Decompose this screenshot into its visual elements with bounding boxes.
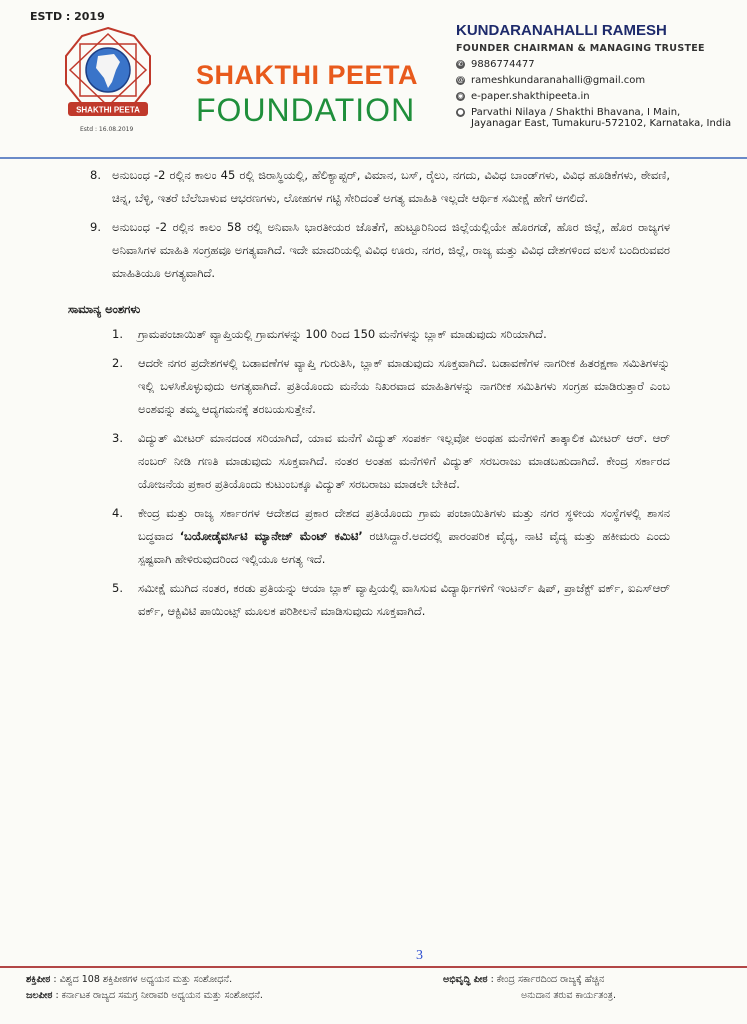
- item-number: 2.: [112, 356, 123, 370]
- general-points-list: [90, 323, 670, 623]
- globe-icon: ◉: [457, 92, 464, 100]
- list-item: [112, 323, 670, 346]
- brand-name-line2: FOUNDATION: [196, 92, 416, 128]
- list-item: [112, 577, 670, 623]
- logo-estd-date: Estd : 16.08.2019: [80, 126, 134, 133]
- item-number: 5.: [112, 581, 123, 595]
- founder-contact-block: [456, 22, 736, 129]
- item-text: ಅನುಬಂಧ -2 ರಲ್ಲಿನ ಕಾಲಂ 58 ರಲ್ಲಿ ಅನಿವಾಸಿ ಭಾರತೀಯರ ಜೊತೆಗೆ, ಹುಟ್ಟೂರಿನಿಂದ ಜಿಲ್ಲೆಯಲ್ಲಿಯೇ ಹೊರಗಡೆ, ಹೊರ ಜಿಲ್ಲೆ, ಹೊರ ರಾಜ್ಯಗಳ ಅನಿವಾಸಿಗಳ ಮಾಹಿತಿ ಸಂಗ್ರಹವೂ ಅಗತ್ಯವಾಗಿದೆ. ಇದೇ ಮಾದರಿಯಲ್ಲಿ ವಿವಿಧ ಊರು, ನಗರ, ಜಿಲ್ಲೆ, ರಾಜ್ಯ ಮತ್ತು ವಿವಿಧ ದೇಶಗಳಿಂದ ವಲಸೆ ಬಂದಿರುವವರ ಮಾಹಿತಿಯೂ ಅಗತ್ಯವಾಗಿದೆ.: [112, 220, 670, 280]
- footer-label: ಜಲಪೀಠ: [26, 990, 53, 1001]
- footer-shakthipeeta-line: [26, 972, 426, 988]
- footer-text: : ಕೇಂದ್ರ ಸರ್ಕಾರದಿಂದ ರಾಜ್ಯಕ್ಕೆ ಹೆಚ್ಚಿನ: [490, 974, 605, 985]
- section-heading: ಸಾಮಾನ್ಯ ಅಂಶಗಳು: [68, 302, 141, 316]
- item-text-part-a: ಕೇಂದ್ರ ಮತ್ತು ರಾಜ್ಯ ಸರ್ಕಾರಗಳ ಆದೇಶದ ಪ್ರಕಾರ ದೇಶದ ಪ್ರತಿಯೊಂದು ಗ್ರಾಮ ಪಂಚಾಯಿತಿಗಳು ಮತ್ತು ನಗರ ಸ್ಥಳೀಯ ಸಂಸ್ಥೆಗಳಲ್ಲಿ ಶಾಸನ ಬದ್ಧವಾದ: [138, 506, 670, 543]
- item-text: ಅನುಬಂಧ -2 ರಲ್ಲಿನ ಕಾಲಂ 45 ರಲ್ಲಿ ಜಿರಾಸ್ಥಿಯಲ್ಲಿ, ಹೆಲಿಕ್ಯಾಪ್ಟರ್, ವಿಮಾನ, ಬಸ್, ರೈಲು, ನಗದು, ವಿವಿಧ ಬಾಂಡ್‌ಗಳು, ವಿವಿಧ ಹೂಡಿಕೆಗಳು, ಠೇವಣಿ, ಚಿನ್ನ, ಬೆಳ್ಳಿ, ಇತರೆ ಬೆಲೆಬಾಳುವ ಆಭರಣಗಳು, ಲೋಹಗಳ ಗಟ್ಟಿ ಸೇರಿದಂತೆ ಅಗತ್ಯ ಮಾಹಿತಿ ಇಲ್ಲದೇ ಆರ್ಥಿಕ ಸಮೀಕ್ಷೆ ಹೇಗೆ ಆಗಲಿದೆ.: [112, 168, 670, 205]
- website-link[interactable]: e-paper.shakthipeeta.in: [471, 91, 590, 102]
- header-divider: [0, 157, 747, 159]
- footer-abhivruddhi-line: [443, 972, 743, 988]
- email-address[interactable]: rameshkundaranahalli@gmail.com: [471, 75, 646, 86]
- founder-title: FOUNDER CHAIRMAN & MANAGING TRUSTEE: [456, 43, 705, 54]
- estd-label: ESTD : 2019: [30, 10, 105, 23]
- letter-body: [68, 164, 670, 629]
- brand-name-line1: SHAKTHI PEETA: [196, 60, 419, 90]
- item-text: ಸಮೀಕ್ಷೆ ಮುಗಿದ ನಂತರ, ಕರಡು ಪ್ರತಿಯನ್ನು ಆಯಾ ಬ್ಲಾಕ್ ವ್ಯಾಪ್ತಿಯಲ್ಲಿ ವಾಸಿಸುವ ವಿದ್ಯಾರ್ಥಿಗಳಿಗೆ ಇಂಟರ್ನ್ ಷಿಪ್, ಪ್ರಾಜೆಕ್ಟ್ ವರ್ಕ್, ಐಎಸ್‌ಆರ್ ವರ್ಕ್, ಆಕ್ಟಿವಿಟಿ ಪಾಯಿಂಟ್ಸ್ ಮೂಲಕ ಪರಿಶೀಲನೆ ಮಾಡಿಸುವುದು ಸೂಕ್ತವಾಗಿದೆ.: [138, 581, 670, 618]
- location-icon: ●: [457, 108, 464, 116]
- footer-text-continued: ಅನುದಾನ ತರುವ ಕಾರ್ಯತಂತ್ರ.: [521, 990, 616, 1001]
- footer-label: ಶಕ್ತಿಪೀಠ: [26, 974, 51, 985]
- item-number: 1.: [112, 327, 123, 341]
- footer-text: : ಕರ್ನಾಟಕ ರಾಜ್ಯದ ಸಮಗ್ರ ನೀರಾವರಿ ಅಧ್ಯಯನ ಮತ್ತು ಸಂಶೋಧನೆ.: [55, 990, 263, 1001]
- item-text: [138, 502, 670, 571]
- phone-row: [456, 59, 736, 70]
- item-number: 9.: [90, 220, 101, 234]
- page-number: 3: [416, 948, 423, 963]
- footer-right: [443, 972, 743, 1004]
- list-item: [112, 427, 670, 496]
- list-item: [90, 216, 670, 285]
- committee-name: ‘ಬಯೋಡೈವರ್ಸಿಟಿ ಮ್ಯಾನೇಜ್ ಮೆಂಟ್ ಕಮಿಟಿ’: [179, 529, 363, 543]
- phone-icon: ✆: [457, 60, 464, 68]
- phone-number: 9886774477: [471, 59, 535, 70]
- list-item: [112, 352, 670, 421]
- item-number: 4.: [112, 506, 123, 520]
- item-number: 3.: [112, 431, 123, 445]
- address-line2: Jayanagar East, Tumakuru-572102, Karnataka, India: [471, 118, 732, 129]
- item-text: ಗ್ರಾಮಪಂಚಾಯಿತ್ ವ್ಯಾಪ್ತಿಯಲ್ಲಿ ಗ್ರಾಮಗಳನ್ನು 100 ರಿಂದ 150 ಮನೆಗಳನ್ನು ಬ್ಲಾಕ್ ಮಾಡುವುದು ಸರಿಯಾಗಿದೆ.: [138, 327, 547, 341]
- website-row: [456, 91, 736, 102]
- footer-left: [26, 972, 426, 1004]
- list-item: [90, 164, 670, 210]
- footer-divider: [0, 966, 747, 968]
- address-line1: Parvathi Nilaya / Shakthi Bhavana, I Main,: [471, 107, 681, 118]
- footer-jalapeeta-line: [26, 988, 426, 1004]
- logo-banner-text: SHAKTHI PEETA: [76, 105, 140, 115]
- item-text: ವಿದ್ಯುತ್ ಮೀಟರ್ ಮಾನದಂಡ ಸರಿಯಾಗಿದೆ, ಯಾವ ಮನೆಗೆ ವಿದ್ಯುತ್ ಸಂಪರ್ಕ ಇಲ್ಲವೋ ಅಂಥಹ ಮನೆಗಳಿಗೆ ತಾತ್ಕಾಲಿಕ ಮೀಟರ್ ಆರ್. ಆರ್ ನಂಬರ್ ನೀಡಿ ಗಣತಿ ಮಾಡುವುದು ಸೂಕ್ತವಾಗಿದೆ. ನಂತರ ಅಂತಹ ಮನೆಗಳಿಗೆ ವಿದ್ಯುತ್ ಸರಬರಾಜು ಮಾಡಬಹುದಾಗಿದೆ. ಕೇಂದ್ರ ಸರ್ಕಾರದ ಯೋಜನೆಯ ಪ್ರಕಾರ ಪ್ರತಿಯೊಂದು ಕುಟುಂಬಕ್ಕೂ ವಿದ್ಯುತ್ ಸರಬರಾಜು ಮಾಡಲೇ ಬೇಕಿದೆ.: [138, 431, 670, 491]
- footer-text: : ವಿಶ್ವದ 108 ಶಕ್ತಿಪೀಠಗಳ ಅಧ್ಯಯನ ಮತ್ತು ಸಂಶೋಧನೆ.: [53, 974, 233, 985]
- foundation-logo: [62, 26, 154, 126]
- address-row: [456, 107, 736, 118]
- item-number: 8.: [90, 168, 101, 182]
- email-row: [456, 75, 736, 86]
- founder-name: KUNDARANAHALLI RAMESH: [456, 22, 667, 39]
- footer-label: ಅಭಿವೃದ್ಧಿ ಪೀಠ: [443, 974, 488, 985]
- email-icon: @: [457, 76, 464, 84]
- list-item: [112, 502, 670, 571]
- item-text-part-b: ರಚಿಸಿದ್ದಾರೆ.ಅದರಲ್ಲಿ ಪಾರಂಪರಿಕ ವೈದ್ಯ, ನಾಟಿ ವೈದ್ಯ ಮತ್ತು ಹಕೀಮರು ಎಂದು ಸ್ಪಷ್ಟವಾಗಿ ಹೇಳಿರುವುದರಿಂದ ಇಲ್ಲಿಯೂ ಅಗತ್ಯ ಇದೆ.: [138, 529, 670, 566]
- item-text: ಆದರೇ ನಗರ ಪ್ರದೇಶಗಳಲ್ಲಿ ಬಡಾವಣೆಗಳ ವ್ಯಾಪ್ತಿ ಗುರುತಿಸಿ, ಬ್ಲಾಕ್ ಮಾಡುವುದು ಸೂಕ್ತವಾಗಿದೆ. ಬಡಾವಣೆಗಳ ನಾಗರೀಕ ಹಿತರಕ್ಷಣಾ ಸಮಿತಿಗಳನ್ನು ಇಲ್ಲಿ ಬಳಸಿಕೊಳ್ಳುವುದು ಅಗತ್ಯವಾಗಿದೆ. ಪ್ರತಿಯೊಂದು ಮನೆಯ ನಿಖರವಾದ ಮಾಹಿತಿಗಳನ್ನು ನಾಗರೀಕ ಸಮಿತಿಗಳು ಸಂಗ್ರಹ ಮಾಡಿರುತ್ತಾರೆ ಎಂಬ ಅಂಶವನ್ನು ತಮ್ಮ ಆದ್ಯಗಮನಕ್ಕೆ ತರಬಯಸುತ್ತೇನೆ.: [138, 356, 670, 416]
